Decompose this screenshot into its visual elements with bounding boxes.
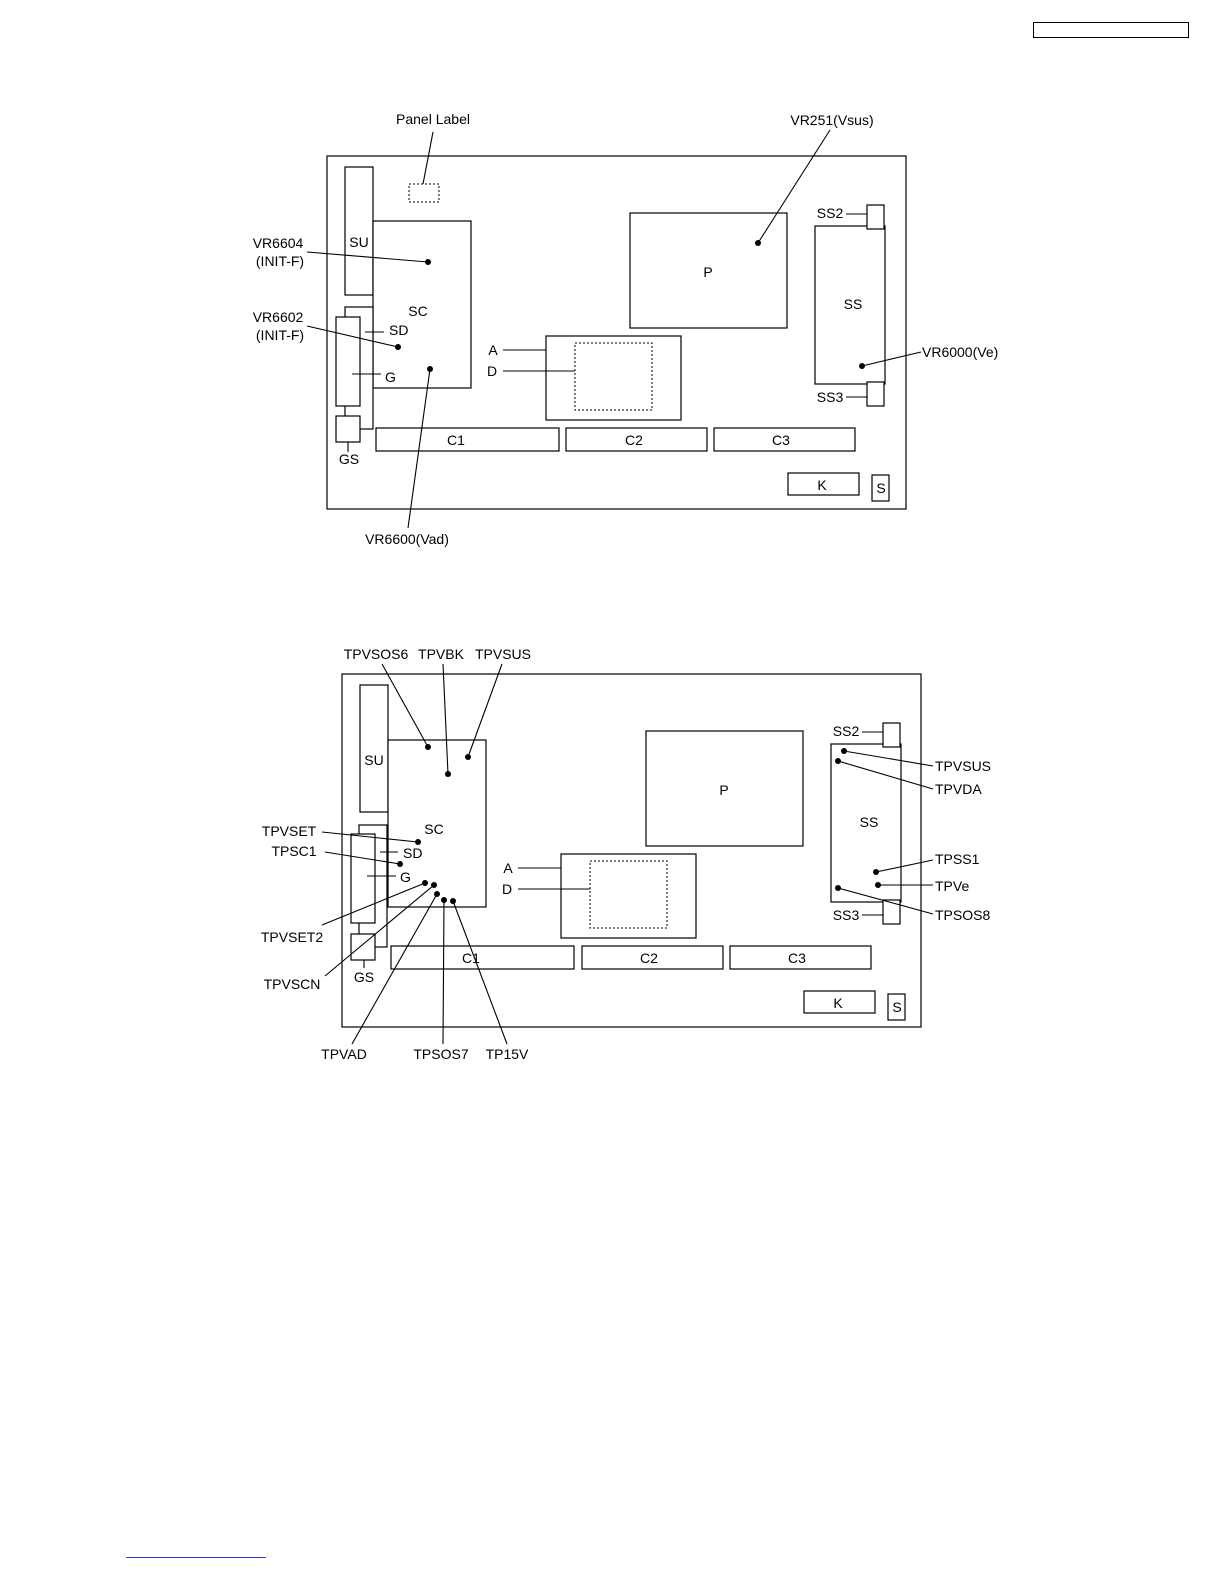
tpvset-label: TPVSET	[261, 823, 317, 839]
tpvad-point	[434, 891, 440, 897]
tpss1-label: TPSS1	[935, 851, 980, 867]
a-label: A	[503, 860, 513, 876]
ss-label: SS	[859, 814, 879, 830]
tpvset-point	[415, 839, 421, 845]
tpvad-label: TPVAD	[321, 1046, 367, 1062]
vr6000-callout: VR6000(Ve)	[922, 344, 999, 360]
vr6602-point	[395, 344, 401, 350]
tpsos8-label: TPSOS8	[935, 907, 991, 923]
p-label: P	[703, 264, 713, 280]
su-board	[360, 685, 388, 812]
gs-board	[336, 416, 360, 442]
k-label: K	[817, 477, 827, 493]
vr6600-callout: VR6600(Vad)	[365, 531, 449, 547]
c1-board	[391, 946, 574, 969]
page-header-box	[1033, 22, 1189, 38]
sc-label: SC	[408, 303, 428, 319]
su-board	[345, 167, 373, 295]
p-label: P	[719, 782, 729, 798]
c1-board	[376, 428, 559, 451]
test-point-location-diagram	[0, 640, 1224, 1070]
tpvset2-label: TPVSET2	[260, 929, 324, 945]
a-board	[561, 854, 696, 938]
tp15v-label: TP15V	[485, 1046, 529, 1062]
sd-label: SD	[389, 322, 409, 338]
tpsos7-label: TPSOS7	[413, 1046, 469, 1062]
d-label: D	[501, 881, 513, 897]
sc-label: SC	[424, 821, 444, 837]
sd-label: SD	[403, 845, 423, 861]
vr6602-callout-sub: (INIT-F)	[255, 327, 305, 343]
ss3-label: SS3	[832, 907, 860, 923]
c2-label: C2	[640, 950, 658, 966]
vr6604-point	[425, 259, 431, 265]
a-label: A	[488, 342, 498, 358]
ss3-connector	[867, 382, 884, 406]
tpvbk-point	[445, 771, 451, 777]
gs-label: GS	[353, 969, 375, 985]
tpsc1-label: TPSC1	[271, 843, 317, 859]
g-label: G	[385, 369, 396, 385]
vr6602-callout: VR6602	[252, 309, 304, 325]
c1-label: C1	[447, 432, 465, 448]
ss2-label: SS2	[816, 205, 844, 221]
tpvsus-top-label: TPVSUS	[474, 646, 532, 662]
tpvset2-point	[422, 880, 428, 886]
ss-label: SS	[843, 296, 863, 312]
tpvda-label: TPVDA	[935, 781, 982, 797]
panel-label-callout: Panel Label	[396, 111, 470, 127]
tpsos7-point	[441, 897, 447, 903]
adjustment-location-diagram	[0, 100, 1224, 560]
g-label: G	[400, 869, 411, 885]
vr6604-callout: VR6604	[252, 235, 304, 251]
ss2-label: SS2	[832, 723, 860, 739]
ss2-connector	[867, 205, 884, 229]
ss3-connector	[883, 900, 900, 924]
g-board	[351, 834, 375, 923]
tp15v-point	[450, 898, 456, 904]
c1-label: C1	[462, 950, 480, 966]
gs-label: GS	[338, 451, 360, 467]
s-label: S	[892, 999, 902, 1015]
c2-label: C2	[625, 432, 643, 448]
tpvsos6-point	[425, 744, 431, 750]
d-label: D	[486, 363, 498, 379]
ss3-label: SS3	[816, 389, 844, 405]
tpvscn-label: TPVSCN	[263, 976, 321, 992]
c3-label: C3	[772, 432, 790, 448]
ss2-connector	[883, 723, 900, 747]
tpvsus-top-point	[465, 754, 471, 760]
k-label: K	[833, 995, 843, 1011]
tpsc1-point	[397, 861, 403, 867]
a-board	[546, 336, 681, 420]
vr6604-callout-sub: (INIT-F)	[255, 253, 305, 269]
tpvsus-right-label: TPVSUS	[935, 758, 992, 774]
tpvsos6-label: TPVSOS6	[343, 646, 409, 662]
tpve-label: TPVe	[935, 878, 970, 894]
tpvbk-label: TPVBK	[418, 646, 464, 662]
footer-link-underline[interactable]	[126, 1557, 266, 1558]
tpvscn-point	[431, 882, 437, 888]
c3-label: C3	[788, 950, 806, 966]
s-label: S	[876, 480, 886, 496]
su-label: SU	[349, 234, 369, 250]
g-board	[336, 317, 360, 406]
su-label: SU	[364, 752, 384, 768]
vr251-callout: VR251(Vsus)	[790, 112, 874, 128]
